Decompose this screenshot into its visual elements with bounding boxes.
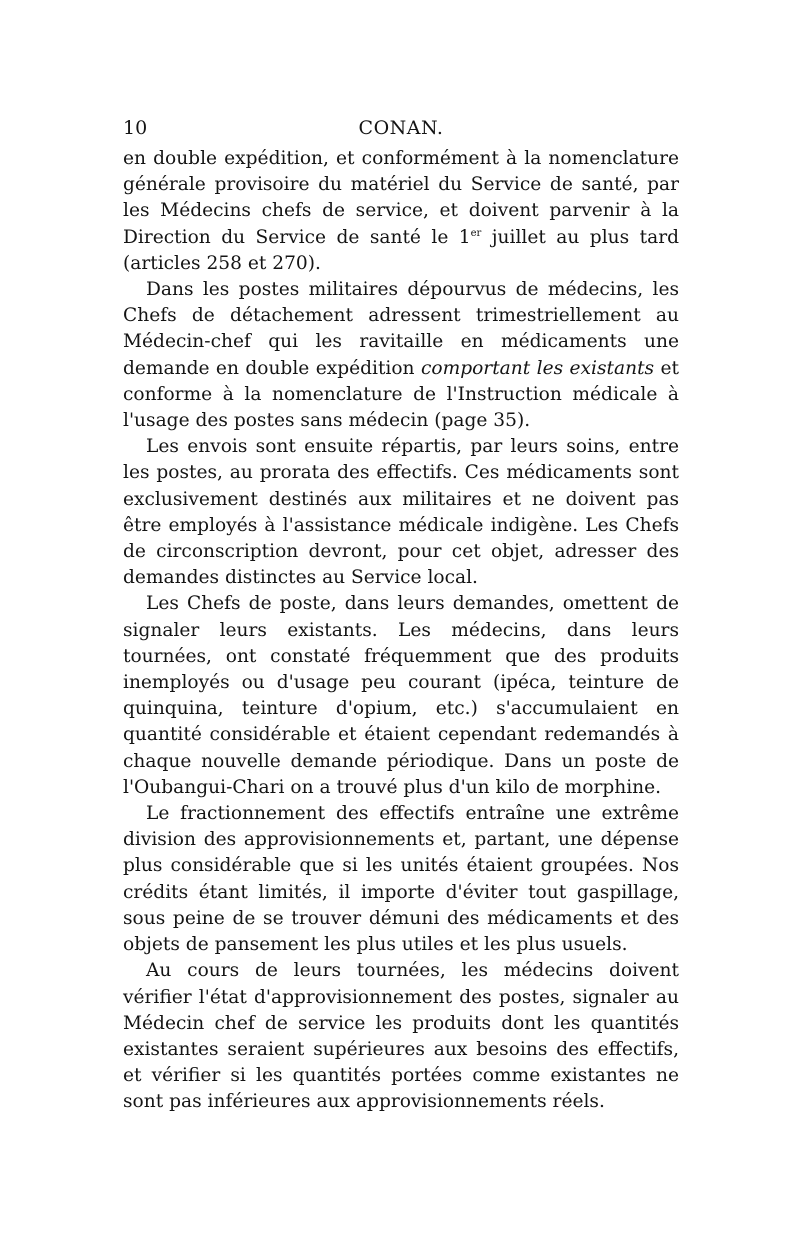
paragraph-continuation	[123, 146, 679, 277]
paragraph-envois: Les envois sont ensuite répartis, par leurs soins, entre les postes, au prorata des effectifs. Ces médicaments sont exclusivement destinés aux militaires et ne doivent pas être employés à l'assistance médicale indigène. Les Chefs de circonscription devront, pour cet objet, adresser des demandes distinctes au Service local.	[123, 436, 679, 589]
paragraph-tournees: Au cours de leurs tournées, les médecins doivent vérifier l'état d'approvisionnement des postes, signaler au Médecin chef de service les produits dont les quantités existantes seraient supérieures aux besoins des effectifs, et vérifier si les quantités portées comme existantes ne sont pas inférieures aux approvisionnements réels.	[123, 960, 679, 1113]
body-text	[123, 146, 679, 1116]
paragraph-text: en double expédition, et conformément à la nomenclature générale provisoire du matériel du Service de santé, par les Médecins chefs de service, et doivent parvenir à la Direction du Service de santé le 1	[123, 148, 679, 248]
running-head: CONAN.	[358, 117, 444, 139]
paragraph-chefs-de-poste: Les Chefs de poste, dans leurs demandes, omettent de signaler leurs existants. Les médecins, dans leurs tournées, ont constaté fréquemment que des produits inemployés ou d'usage peu courant (ipéca, teinture de quinquina, teinture d'opium, etc.) s'accumulaient en quantité considérable et étaient cependant redemandés à chaque nouvelle demande périodique. Dans un poste de l'Oubangui-Chari on a trouvé plus d'un kilo de morphine.	[123, 593, 679, 798]
paragraph-fractionnement: Le fractionnement des effectifs entraîne une extrême division des approvisionnements et, partant, une dépense plus considérable que si les unités étaient groupées. Nos crédits étant limités, il importe d'éviter tout gaspillage, sous peine de se trouver démuni des médicaments et des objets de pansement les plus utiles et les plus usuels.	[123, 803, 679, 956]
page-header	[123, 114, 679, 142]
paragraph-postes-militaires	[123, 277, 679, 434]
italic-phrase: comportant les existants	[420, 357, 655, 379]
paragraph-text: Dans les postes militaires dépourvus de médecins, les Chefs de détachement adressent trimestriellement au Médecin-chef qui les ravitaille en médicaments une demande en double expédition	[123, 279, 679, 379]
paragraph-text: et conforme à la nomenclature de l'Instruction médicale à l'usage des postes sans médecin (page 35).	[123, 357, 679, 432]
ordinal-superscript: er	[470, 227, 482, 239]
page-number: 10	[123, 117, 148, 139]
paragraph-text: juillet au plus tard (articles 258 et 270).	[123, 226, 679, 274]
